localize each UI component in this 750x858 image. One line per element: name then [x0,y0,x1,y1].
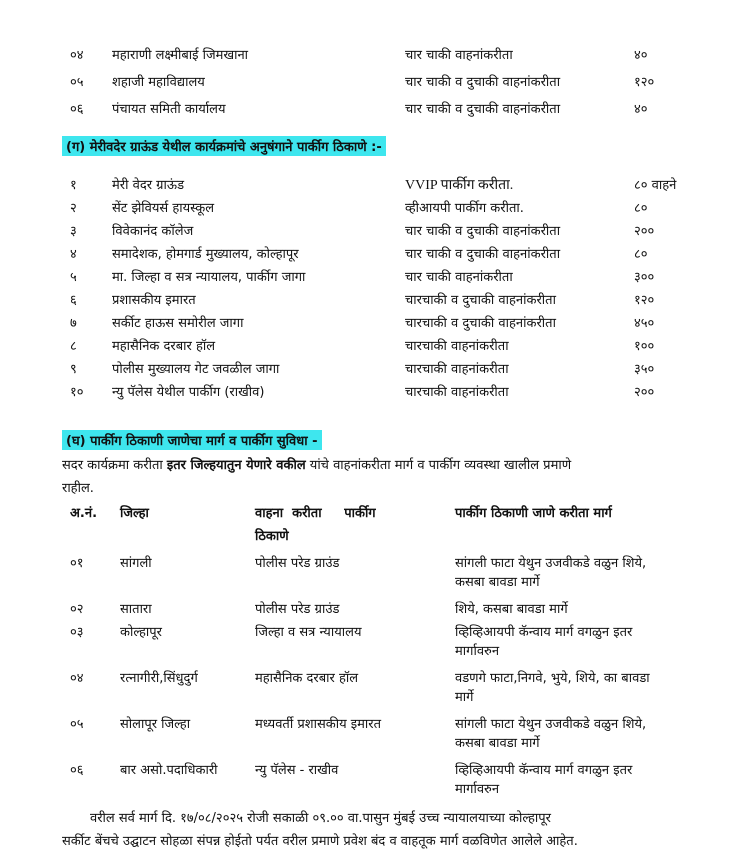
row-count: २०० [634,224,655,239]
section-gh-heading: (घ) पार्कीग ठिकाणी जाणेचा मार्ग व पार्कीग सुविधा - [62,430,322,450]
row-type: चार चाकी व दुचाकी वाहनांकरीता [405,75,561,90]
intro-text: सदर कार्यक्रमा करीता [62,458,167,473]
row-district: सांगली [120,556,152,571]
row-parking: महासैनिक दरबार हॉल [255,671,359,686]
row-number: ५ [70,270,77,285]
row-number: ०५ [70,717,84,732]
intro-line-2: राहील. [62,481,94,496]
row-route-line-2: मार्गावरुन [455,782,500,797]
header-route: पार्कीग ठिकाणी जाणे करीता मार्ग [455,506,612,521]
table-row [0,336,750,358]
row-count: ४५० [634,316,655,331]
row-route-line-1: सांगली फाटा येथुन उजवीकडे वळुन शिये, [455,556,647,571]
row-place: सेंट झेवियर्स हायस्कूल [112,201,215,216]
row-number: २ [70,201,77,216]
table-row [0,622,750,662]
row-parking: पोलीस परेड ग्राउंड [255,602,340,617]
row-route-line-2: मार्गावरुन [455,644,500,659]
row-place: महाराणी लक्ष्मीबाई जिमखाना [112,48,249,63]
header-district: जिल्हा [120,506,149,521]
row-route-line-1: वडणगे फाटा,निगवे, भुये, शिये, का बावडा [455,671,650,686]
row-route-line-1: व्हिव्हिआयपी कॅन्वाय मार्ग वगळुन इतर [455,763,633,778]
table-row [0,267,750,289]
row-type: चारचाकी व दुचाकी वाहनांकरीता [405,293,556,308]
row-place: सर्कीट हाऊस समोरील जागा [112,316,244,331]
row-place: महासैनिक दरबार हॉल [112,339,216,354]
row-number: ४ [70,247,77,262]
row-route-line-1: सांगली फाटा येथुन उजवीकडे वळुन शिये, [455,717,647,732]
row-number: ०६ [70,102,84,117]
row-route-line-2: कसबा बावडा मार्गे [455,736,540,751]
row-type: चारचाकी वाहनांकरीता [405,362,509,377]
row-type: चार चाकी वाहनांकरीता [405,270,513,285]
intro-text: यांचे वाहनांकरीता मार्ग व पार्कीग व्यवस्था खालील प्रमाणे [305,458,572,473]
row-number: ७ [70,316,77,331]
table-row [0,599,750,621]
row-district: कोल्हापूर [120,625,162,640]
row-place: पंचायत समिती कार्यालय [112,102,226,117]
header-vehicle-parking: वाहना करीता पार्कीग [255,506,376,521]
row-type: VVIP पार्कीग करीता. [405,178,514,193]
row-place: पोलीस मुख्यालय गेट जवळील जागा [112,362,280,377]
row-count: १०० [634,339,655,354]
row-place: समादेशक, होमगार्ड मुख्यालय, कोल्हापूर [112,247,299,262]
row-district: रत्नागीरी,सिंधुदुर्ग [120,671,198,686]
row-route-line-1: शिये, कसबा बावडा मार्गे [455,602,568,617]
row-type: व्हीआयपी पार्कीग करीता. [405,201,524,216]
row-count: १२० [634,75,655,90]
intro-bold-text: इतर जिल्हयातुन येणारे वकील [166,458,306,473]
row-count: २०० [634,385,655,400]
table-row [0,198,750,220]
row-count: ८० वाहने [634,178,677,193]
table-row [0,668,750,708]
table-row [0,72,750,94]
row-type: चारचाकी वाहनांकरीता [405,339,509,354]
row-number: १० [70,385,84,400]
table-row [0,553,750,593]
section-g-heading: (ग) मेरीवदेर ग्राऊंड येथील कार्यक्रमांचे अनुषंगाने पार्कीग ठिकाणे :- [62,136,386,156]
row-parking: जिल्हा व सत्र न्यायालय [255,625,362,640]
row-place: मा. जिल्हा व सत्र न्यायालय, पार्कीग जागा [112,270,306,285]
row-number: ०२ [70,602,84,617]
row-district: बार असो.पदाधिकारी [120,763,218,778]
row-type: चारचाकी वाहनांकरीता [405,385,509,400]
row-type: चार चाकी व दुचाकी वाहनांकरीता [405,224,561,239]
table-row [0,359,750,381]
row-district: सोलापूर जिल्हा [120,717,191,732]
row-number: ०१ [70,556,84,571]
row-number: ३ [70,224,77,239]
row-count: १२० [634,293,655,308]
row-count: ८० [634,247,648,262]
row-count: ४० [634,102,648,117]
row-parking: मध्यवर्ती प्रशासकीय इमारत [255,717,382,732]
row-count: ३०० [634,270,655,285]
table-row [0,313,750,335]
row-count: ८० [634,201,648,216]
table-row [0,175,750,197]
row-number: १ [70,178,77,193]
footer-line-2: सर्कीट बेंचचे उद्घाटन सोहळा संपन्न होईतो पर्यत वरील प्रमाणे प्रवेश बंद व वाहतूक मार्ग वळविणेत आलेले आहेत. [62,834,578,849]
row-district: सातारा [120,602,152,617]
footer-line-1: वरील सर्व मार्ग दि. १७/०८/२०२५ रोजी सकाळी ०९.०० वा.पासुन मुंबई उच्च न्यायालयाच्या कोल्हापूर [90,811,551,826]
row-route-line-1: व्हिव्हिआयपी कॅन्वाय मार्ग वगळुन इतर [455,625,633,640]
table-row [0,290,750,312]
table-row [0,244,750,266]
row-count: ३५० [634,362,655,377]
row-route-line-2: कसबा बावडा मार्गे [455,575,540,590]
row-type: चार चाकी वाहनांकरीता [405,48,513,63]
table-row [0,760,750,800]
row-number: ६ [70,293,77,308]
row-type: चारचाकी व दुचाकी वाहनांकरीता [405,316,556,331]
row-number: ९ [70,362,77,377]
row-parking: न्यु पॅलेस - राखीव [255,763,339,778]
row-place: शहाजी महाविद्यालय [112,75,205,90]
row-number: ०३ [70,625,84,640]
table-row [0,45,750,67]
row-number: ८ [70,339,77,354]
row-number: ०४ [70,671,84,686]
row-place: मेरी वेदर ग्राऊंड [112,178,185,193]
row-number: ०६ [70,763,84,778]
table-row [0,382,750,404]
header-vehicle-parking-2: ठिकाणे [255,529,289,544]
row-type: चार चाकी व दुचाकी वाहनांकरीता [405,102,561,117]
table-row [0,99,750,121]
row-parking: पोलीस परेड ग्राउंड [255,556,340,571]
row-number: ०५ [70,75,84,90]
header-number: अ.नं. [70,506,98,521]
intro-line-1 [62,455,571,473]
row-place: न्यु पॅलेस येथील पार्कीग (राखीव) [112,385,265,400]
table-row [0,221,750,243]
row-place: प्रशासकीय इमारत [112,293,196,308]
row-type: चार चाकी व दुचाकी वाहनांकरीता [405,247,561,262]
row-route-line-2: मार्गे [455,690,474,705]
row-count: ४० [634,48,648,63]
row-place: विवेकानंद कॉलेज [112,224,194,239]
row-number: ०४ [70,48,84,63]
table-row [0,714,750,754]
